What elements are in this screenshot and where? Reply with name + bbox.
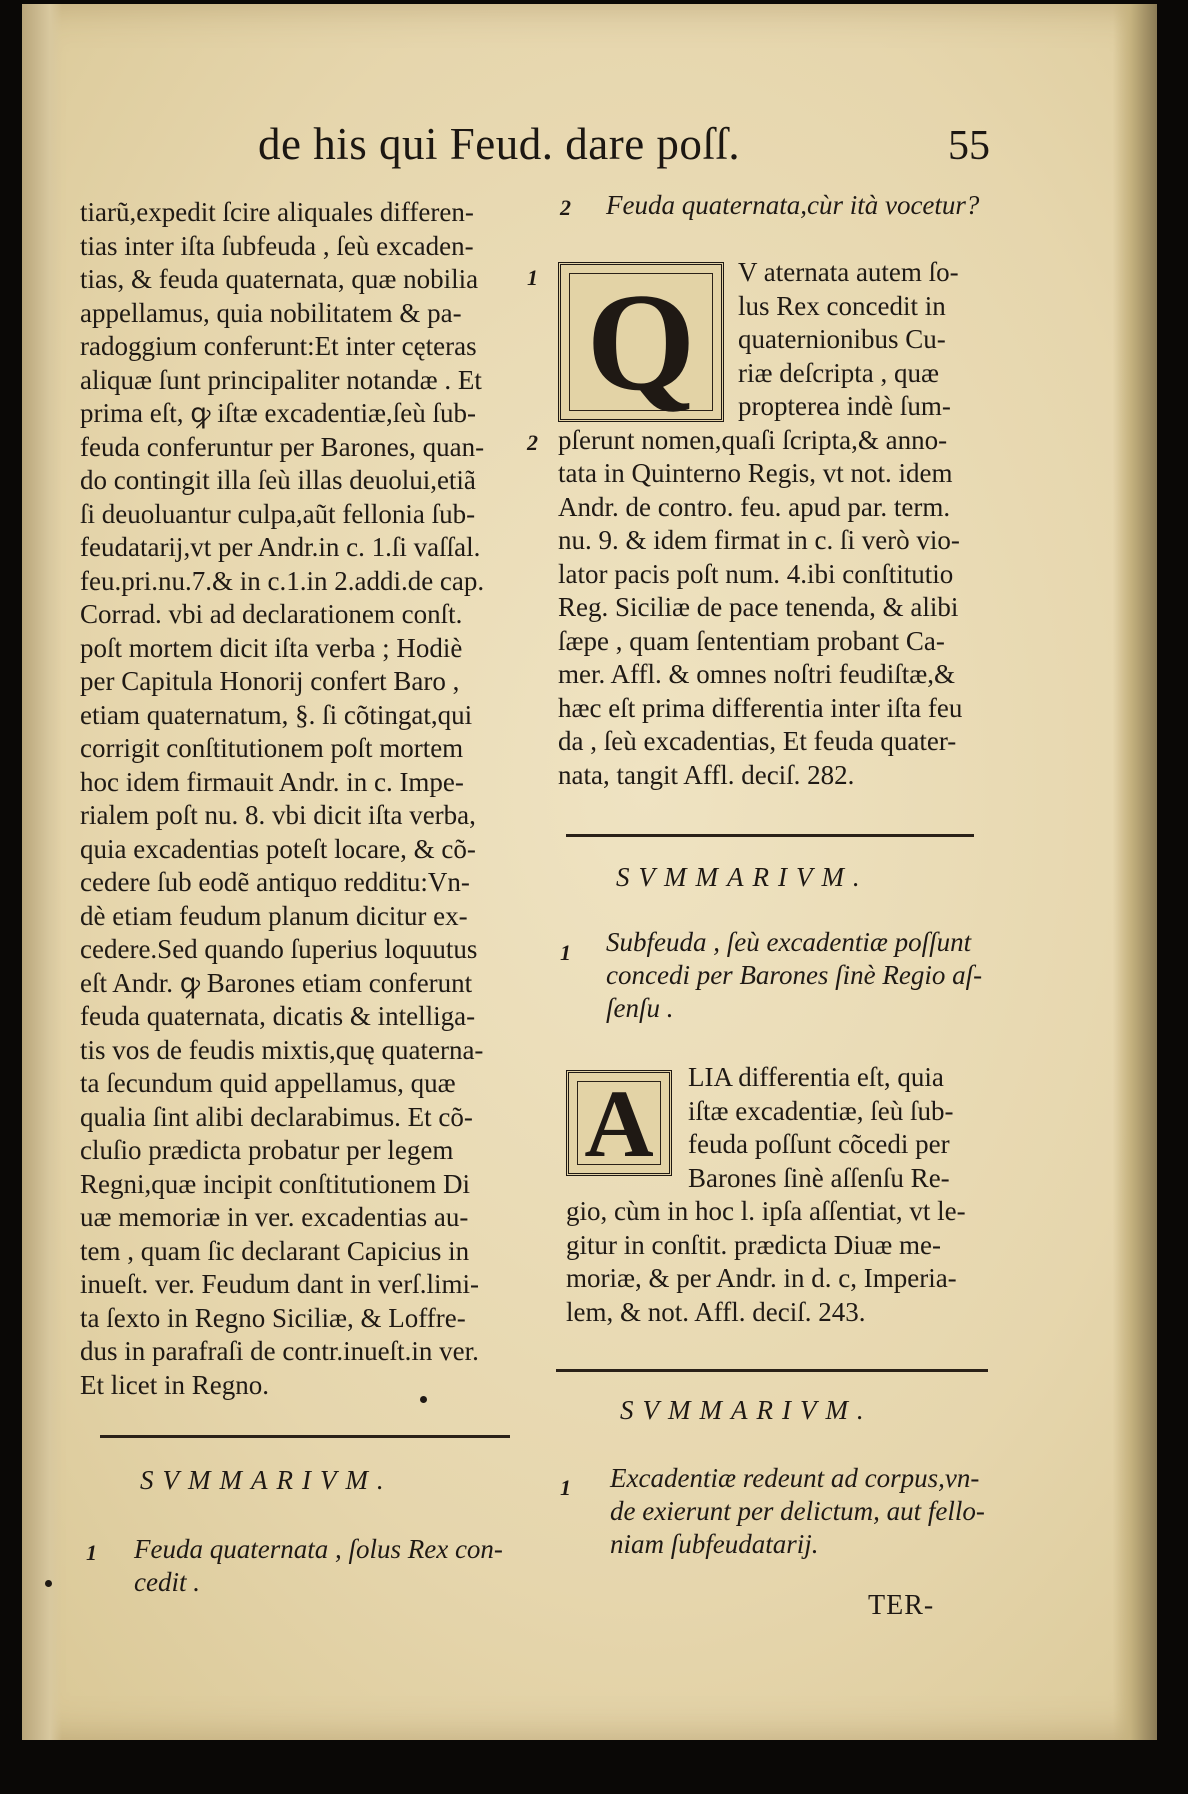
text-line: dè etiam feudum planum dicitur ex- [80, 900, 468, 931]
dropcap-a-letter: A [584, 1069, 654, 1177]
text-line: tata in Quinterno Regis, vt not. idem [558, 458, 953, 488]
text-line: ſi deuoluantur culpa,aũt fellonia ſub- [80, 498, 476, 529]
text-line: radoggium conferunt:Et inter cęteras [80, 331, 477, 361]
text-line: Feuda quaternata , ſolus Rex con- [134, 1534, 503, 1564]
summarium-title-2: SVMMARIVM. [620, 1395, 873, 1425]
text-line: cedere ſub eodẽ antiquo redditu:Vn- [80, 867, 470, 897]
text-line: rialem poſt nu. 8. vbi dicit iſta verba, [80, 800, 476, 830]
page-number: 55 [948, 123, 990, 169]
text-line: feuda quaternata, dicatis & intelliga- [80, 1001, 476, 1031]
text-line: de exierunt per delictum, aut fello- [610, 1496, 985, 1526]
text-line: ta ſexto in Regno Siciliæ, & Loffre- [80, 1302, 466, 1333]
text-line: feu.pri.nu.7.& in c.1.in 2.addi.de cap. [80, 565, 485, 596]
text-line: lem, & not. Affl. deciſ. 243. [566, 1296, 866, 1327]
text-line: nata, tangit Affl. deciſ. 282. [558, 759, 855, 790]
text-line: eſt Andr. ꝙ Barones etiam conferunt [80, 967, 473, 998]
summarium-number-2: 1 [560, 1475, 571, 1500]
text-line: inueſt. ver. Feudum dant in verſ.limi- [80, 1269, 479, 1299]
text-line: etiam quaternatum, §. ſi cõtingat,qui [80, 699, 473, 730]
text-line: da , ſeù excadentias, Et feuda quater- [558, 726, 957, 756]
text-line: niam ſubfeudatarij. [610, 1529, 819, 1559]
text-line: tias, & feuda quaternata, quæ nobilia [80, 264, 479, 294]
summarium-title-1: SVMMARIVM. [616, 862, 869, 892]
summarium-1-text [606, 926, 982, 1025]
right-summarium-rule-1 [566, 834, 974, 837]
summarium-2 [610, 1462, 985, 1561]
text-line: poſt mortem dicit iſta verba ; Hodiè [80, 632, 463, 663]
text-line: cedere.Sed quando ſuperius loquutus [80, 934, 478, 964]
ink-dot [420, 1396, 427, 1403]
page-edge [1113, 4, 1157, 1740]
summarium-number-1: 1 [560, 940, 571, 965]
dropcap-q-letter: Q [586, 264, 696, 420]
text-line: quaternionibus Cu- [738, 324, 946, 354]
right-summarium-rule-2 [556, 1369, 988, 1372]
text-line: Andr. de contro. feu. apud par. term. [558, 491, 951, 522]
left-summarium [134, 1533, 503, 1599]
text-line: Regni,quæ incipit conſtitutionem Di [80, 1168, 470, 1199]
left-summarium-title: SVMMARIVM. [140, 1465, 393, 1495]
text-line: hæc eſt prima differentia inter iſta feu [558, 692, 963, 723]
text-line: Corrad. vbi ad declarationem conſt. [80, 599, 463, 629]
running-head: de his qui Feud. dare poſſ. [258, 119, 741, 169]
text-line: tiarũ,expedit ſcire aliquales differen- [80, 197, 474, 227]
text-line: feuda conferuntur per Barones, quan- [80, 431, 485, 462]
text-line: Barones ſinè aſſenſu Re- [688, 1162, 950, 1193]
top-margin-number: 2 [560, 195, 571, 220]
text-line: corrigit conſtitutionem poſt mortem [80, 733, 464, 763]
text-line: tias inter iſta ſubfeuda , ſeù excaden- [80, 230, 474, 261]
text-line: uæ memoriæ in ver. excadentias au- [80, 1202, 469, 1232]
text-line: dus in parafraſi de contr.inueſt.in ver. [80, 1336, 479, 1366]
text-line: propterea indè ſum- [738, 391, 951, 421]
left-summarium-number: 1 [86, 1540, 97, 1565]
text-line: mer. Affl. & omnes noſtri feudiſtæ,& [558, 659, 955, 689]
text-line: gio, cùm in hoc l. ipſa aſſentiat, vt le- [566, 1196, 966, 1226]
text-line: feudatarij,vt per Andr.in c. 1.ſi vaſſal. [80, 532, 481, 562]
side-number-1: 1 [527, 265, 538, 290]
text-line: per Capitula Honorij confert Baro , [80, 666, 460, 696]
text-line: tem , quam ſic declarant Capicius in [80, 1235, 470, 1266]
left-column [80, 196, 484, 1402]
text-line: pſerunt nomen,quaſi ſcripta,& anno- [558, 424, 948, 455]
text-line: hoc idem firmauit Andr. in c. Impe- [80, 766, 464, 797]
text-line: appellamus, quia nobilitatem & pa- [80, 297, 462, 328]
text-line: quia excadentias poteſt locare, & cõ- [80, 833, 476, 864]
ink-dot [45, 1580, 52, 1587]
left-column-text [80, 196, 484, 1402]
text-line: Et licet in Regno. [80, 1369, 269, 1400]
text-line: aliquæ ſunt principaliter notandæ . Et [80, 364, 482, 395]
text-line: riæ deſcripta , quæ [738, 357, 939, 388]
text-line: cluſio prædicta probatur per legem [80, 1135, 454, 1165]
left-summarium-text [134, 1533, 503, 1599]
text-line: do contingit illa ſeù illas deuolui,etiã [80, 465, 476, 495]
text-line: V aternata autem ſo- [738, 257, 959, 287]
text-line: LIA differentia eſt, quia [688, 1062, 944, 1092]
text-line: ſenſu . [606, 993, 674, 1023]
text-line: qualia ſint alibi declarabimus. Et cõ- [80, 1101, 473, 1132]
text-line: iſtæ excadentiæ, ſeù ſub- [688, 1095, 954, 1126]
side-number-2: 2 [527, 430, 538, 455]
summarium-2-text [610, 1462, 985, 1561]
text-line: tis vos de feudis mixtis,quę quaterna- [80, 1034, 484, 1065]
top-heading-text: Feuda quaternata,cùr ità vocetur? [606, 190, 980, 220]
text-line: feuda poſſunt cõcedi per [688, 1129, 950, 1159]
page-gutter [22, 4, 62, 1740]
text-line: moriæ, & per Andr. in d. c, Imperia- [566, 1263, 957, 1293]
text-line: prima eſt, ꝙ iſtæ excadentiæ,ſeù ſub- [80, 398, 476, 428]
summarium-1 [606, 926, 982, 1025]
text-line: cedit . [134, 1567, 200, 1597]
text-line: Subfeuda , ſeù excadentiæ poſſunt [606, 927, 972, 957]
text-line: lator pacis poſt num. 4.ibi conſtitutio [558, 558, 954, 589]
left-summarium-rule [100, 1435, 510, 1438]
text-line: Reg. Siciliæ de pace tenenda, & alibi [558, 592, 959, 622]
catchword: TER- [868, 1590, 935, 1621]
text-line: nu. 9. & idem firmat in c. ſi verò vio- [558, 525, 960, 555]
text-line: ſæpe , quam ſententiam probant Ca- [558, 625, 945, 656]
text-line: gitur in conſtit. prædicta Diuæ me- [566, 1229, 941, 1260]
text-line: lus Rex concedit in [738, 290, 946, 321]
text-line: ta ſecundum quid appellamus, quæ [80, 1068, 456, 1098]
text-line: concedi per Barones ſinè Regio aſ- [606, 960, 983, 990]
text-line: Excadentiæ redeunt ad corpus,vn- [610, 1463, 980, 1493]
top-heading [606, 188, 979, 222]
